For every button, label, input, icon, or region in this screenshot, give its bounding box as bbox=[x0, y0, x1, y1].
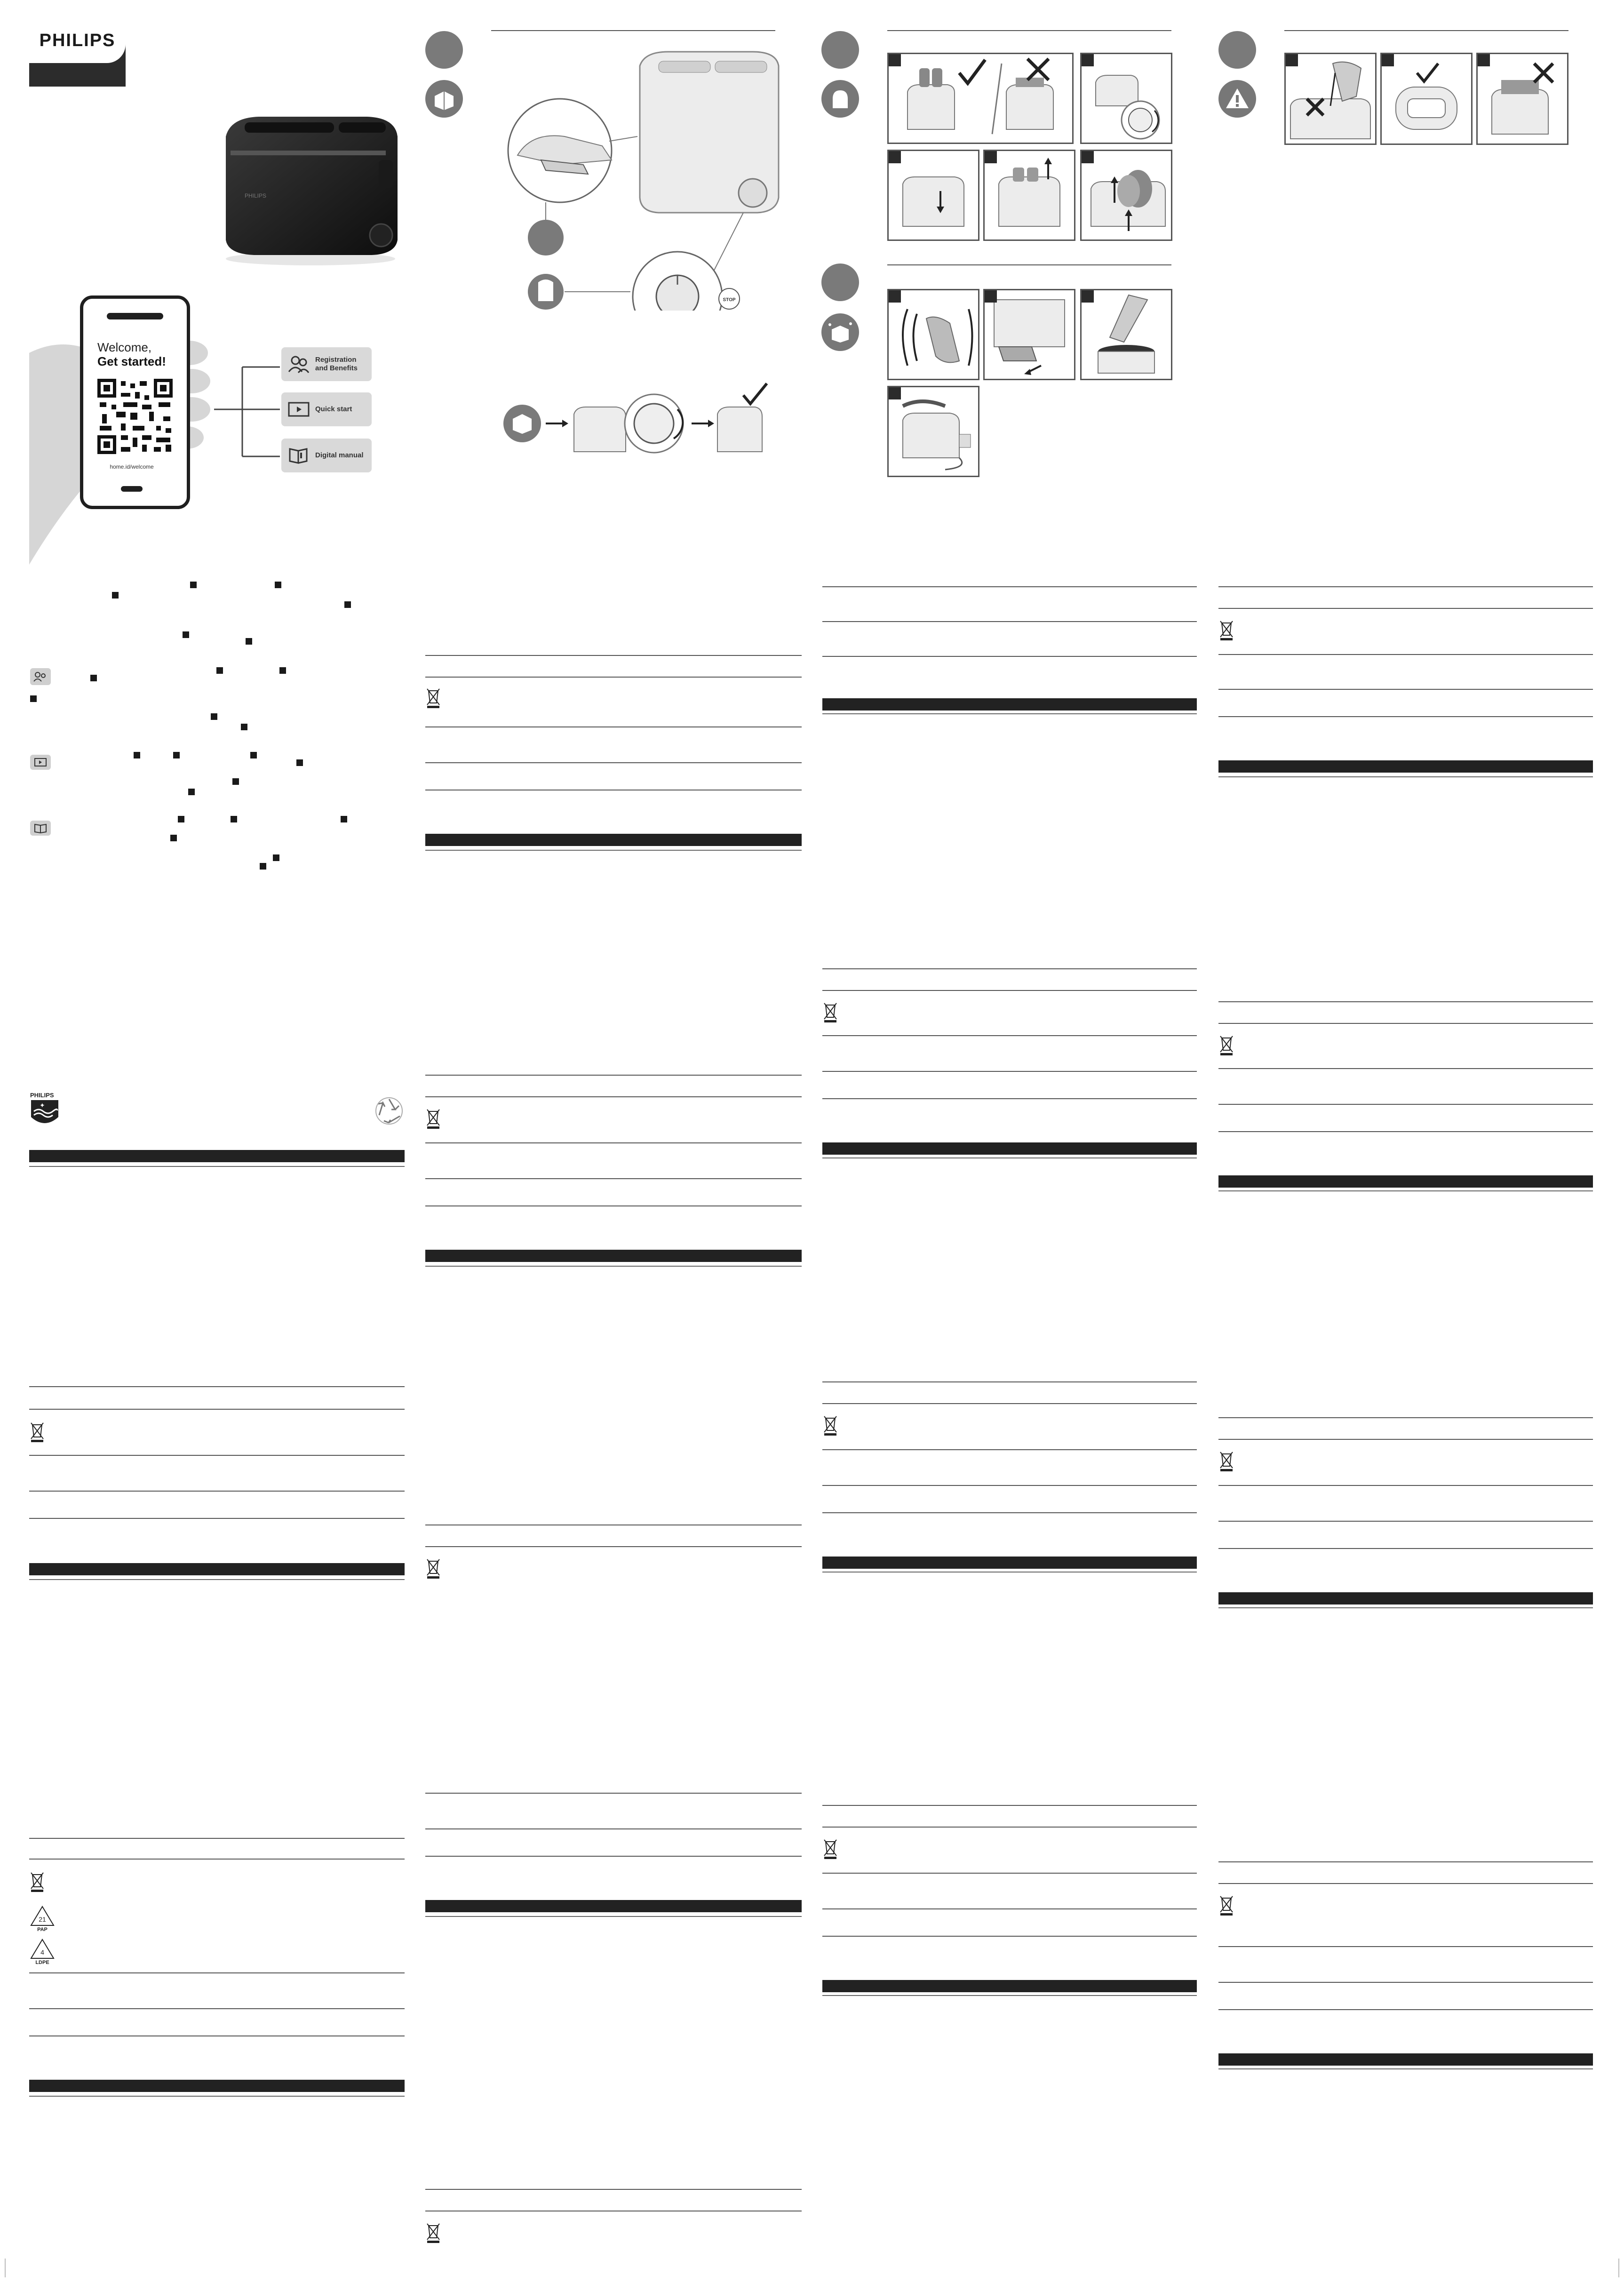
step-panel-bun-warmer bbox=[1080, 150, 1172, 241]
svg-text:4: 4 bbox=[40, 1948, 44, 1956]
section-rule bbox=[822, 1572, 1197, 1573]
divider bbox=[822, 1403, 1197, 1404]
divider bbox=[1218, 1023, 1593, 1024]
marker bbox=[279, 667, 286, 674]
marker bbox=[216, 667, 223, 674]
divider bbox=[29, 1518, 405, 1519]
people-icon bbox=[288, 355, 310, 374]
section-rule bbox=[29, 1166, 405, 1167]
divider bbox=[1218, 1417, 1593, 1418]
divider bbox=[1218, 654, 1593, 655]
marker bbox=[241, 724, 247, 730]
section-rule bbox=[425, 1916, 802, 1917]
step-number-box bbox=[889, 54, 901, 66]
section-rule bbox=[1218, 1190, 1593, 1191]
step-panel-crumb-tray bbox=[983, 289, 1075, 380]
divider bbox=[1218, 1104, 1593, 1105]
marker bbox=[190, 582, 197, 588]
divider bbox=[425, 1793, 802, 1794]
step-panel-toast-up bbox=[983, 150, 1075, 241]
marker bbox=[260, 863, 266, 870]
registration-label: Registration bbox=[315, 356, 357, 364]
divider bbox=[1218, 716, 1593, 717]
section-rule bbox=[822, 1995, 1197, 1996]
section-bar bbox=[1218, 1592, 1593, 1604]
section-rule bbox=[1218, 2068, 1593, 2069]
benefits-label: and Benefits bbox=[315, 364, 358, 372]
digital-manual-button[interactable] bbox=[281, 439, 372, 472]
divider bbox=[822, 1512, 1197, 1513]
divider bbox=[822, 1485, 1197, 1486]
marker bbox=[296, 759, 303, 766]
section-bar bbox=[425, 1250, 802, 1262]
section-rule bbox=[1218, 776, 1593, 777]
divider bbox=[1218, 1982, 1593, 1983]
step-number-box bbox=[1478, 54, 1490, 66]
step-panel-wipe bbox=[887, 289, 979, 380]
marker bbox=[211, 713, 217, 720]
svg-text:21: 21 bbox=[39, 1916, 46, 1923]
stop-label: STOP bbox=[723, 297, 736, 303]
philips-logo-tab bbox=[29, 18, 126, 87]
step-panel-lever-down bbox=[887, 150, 979, 241]
section-circle-1 bbox=[425, 31, 463, 69]
weee-bin-icon bbox=[823, 1001, 837, 1023]
step-number-box bbox=[985, 151, 997, 163]
step-panel-bread-check bbox=[887, 53, 1074, 144]
unbox-icon bbox=[425, 80, 463, 118]
marker bbox=[275, 582, 281, 588]
divider bbox=[29, 1972, 405, 1973]
toaster-product-image bbox=[216, 108, 405, 268]
divider bbox=[425, 1178, 802, 1179]
divider bbox=[425, 2189, 802, 2190]
step-number-box bbox=[985, 290, 997, 303]
recycle-ldpe-icon bbox=[29, 1938, 56, 1965]
section-rule bbox=[822, 1157, 1197, 1158]
warning-panel-no-cover bbox=[1476, 53, 1568, 145]
divider bbox=[425, 1205, 802, 1206]
divider bbox=[822, 1035, 1197, 1036]
divider bbox=[29, 1386, 405, 1387]
section-rule bbox=[425, 1266, 802, 1267]
section-bar bbox=[425, 834, 802, 846]
marker bbox=[250, 752, 257, 758]
section-circle-4 bbox=[1218, 31, 1256, 69]
divider bbox=[425, 1828, 802, 1829]
weee-bin-icon bbox=[426, 2222, 440, 2243]
weee-bin-icon bbox=[30, 1871, 44, 1892]
divider bbox=[29, 2008, 405, 2009]
divider bbox=[1218, 1068, 1593, 1069]
crop-mark bbox=[5, 2259, 6, 2277]
divider bbox=[29, 1409, 405, 1410]
quick-start-button[interactable] bbox=[281, 392, 372, 426]
weee-bin-icon bbox=[426, 1557, 440, 1579]
section-bar bbox=[822, 698, 1197, 710]
cleaning-icon bbox=[821, 313, 859, 351]
section-rule bbox=[425, 850, 802, 851]
divider bbox=[1218, 1485, 1593, 1486]
marker bbox=[90, 675, 97, 681]
divider bbox=[1218, 689, 1593, 690]
divider bbox=[1218, 1946, 1593, 1947]
menu-connector-lines bbox=[214, 362, 285, 471]
divider bbox=[1218, 608, 1593, 609]
welcome-text: Welcome, bbox=[97, 340, 152, 354]
marker bbox=[170, 835, 177, 841]
get-started-text: Get started! bbox=[97, 354, 166, 368]
section-rule bbox=[887, 264, 1171, 265]
section-bar bbox=[1218, 2053, 1593, 2066]
svg-text:✦: ✦ bbox=[40, 1102, 45, 1109]
marker bbox=[344, 601, 351, 608]
divider bbox=[29, 1838, 405, 1839]
book-small-icon bbox=[30, 821, 51, 836]
section-circle-2 bbox=[821, 31, 859, 69]
weee-bin-icon bbox=[823, 1414, 837, 1436]
divider bbox=[822, 1449, 1197, 1450]
svg-text:PHILIPS: PHILIPS bbox=[245, 192, 267, 199]
divider bbox=[1218, 1131, 1593, 1132]
divider bbox=[1218, 1861, 1593, 1862]
bread-icon bbox=[821, 80, 859, 118]
divider bbox=[822, 968, 1197, 969]
divider bbox=[425, 677, 802, 678]
marker bbox=[30, 695, 37, 702]
svg-text:LDPE: LDPE bbox=[35, 1960, 49, 1965]
section-rule bbox=[822, 713, 1197, 714]
crop-mark bbox=[1618, 2259, 1619, 2277]
divider bbox=[1218, 1439, 1593, 1440]
book-icon bbox=[288, 446, 310, 465]
divider bbox=[822, 621, 1197, 622]
section-circle-3 bbox=[821, 263, 859, 301]
divider bbox=[822, 1071, 1197, 1072]
marker bbox=[188, 789, 195, 795]
divider bbox=[29, 1455, 405, 1456]
divider bbox=[1218, 1548, 1593, 1549]
marker bbox=[341, 816, 347, 822]
toasting-sequence-diagram bbox=[499, 381, 772, 466]
section-bar bbox=[425, 1900, 802, 1912]
step-number-box bbox=[889, 387, 901, 399]
warning-panel-no-metal bbox=[1284, 53, 1377, 145]
divider bbox=[822, 656, 1197, 657]
section-bar bbox=[29, 1563, 405, 1575]
svg-text:PHILIPS: PHILIPS bbox=[30, 1092, 54, 1099]
divider bbox=[822, 1805, 1197, 1806]
marker bbox=[246, 638, 252, 645]
step-number-box bbox=[889, 290, 901, 303]
weee-bin-icon bbox=[1219, 1034, 1234, 1056]
weee-bin-icon bbox=[1219, 1450, 1234, 1472]
divider bbox=[1218, 1001, 1593, 1002]
marker bbox=[273, 854, 279, 861]
section-rule bbox=[1218, 1607, 1593, 1608]
step-panel-store-cord bbox=[887, 386, 979, 477]
step-panel-plug-dial bbox=[1080, 53, 1172, 144]
divider bbox=[1218, 1521, 1593, 1522]
divider bbox=[425, 1856, 802, 1857]
phone-mockup bbox=[80, 295, 190, 509]
video-small-icon bbox=[30, 755, 51, 770]
section-bar bbox=[1218, 1175, 1593, 1188]
svg-text:PAP: PAP bbox=[37, 1927, 48, 1931]
digital-manual-label: Digital manual bbox=[315, 451, 364, 459]
divider bbox=[1218, 1883, 1593, 1884]
step-number-box bbox=[1382, 54, 1394, 66]
marker bbox=[231, 816, 237, 822]
phone-speaker bbox=[107, 313, 163, 319]
divider bbox=[425, 1075, 802, 1076]
philips-shield-logo bbox=[29, 1091, 62, 1128]
recycle-icon bbox=[374, 1096, 404, 1126]
step-number-box bbox=[889, 151, 901, 163]
marker bbox=[178, 816, 184, 822]
divider bbox=[1218, 2009, 1593, 2010]
phone-home-button bbox=[121, 486, 143, 492]
divider bbox=[29, 1491, 405, 1492]
section-bar bbox=[29, 1150, 405, 1162]
step-number-box bbox=[1082, 151, 1094, 163]
registration-small-icon bbox=[30, 668, 51, 685]
welcome-url[interactable]: home.id/welcome bbox=[110, 463, 154, 470]
divider bbox=[1218, 586, 1593, 587]
divider bbox=[822, 990, 1197, 991]
divider bbox=[425, 762, 802, 763]
divider bbox=[425, 726, 802, 727]
weee-bin-icon bbox=[426, 1108, 440, 1129]
weee-bin-icon bbox=[1219, 619, 1234, 641]
divider bbox=[425, 1142, 802, 1143]
section-rule bbox=[887, 30, 1171, 31]
section-rule bbox=[491, 30, 775, 31]
section-bar bbox=[1218, 760, 1593, 773]
divider bbox=[29, 1859, 405, 1860]
divider bbox=[822, 1827, 1197, 1828]
qr-code[interactable] bbox=[97, 379, 173, 454]
divider bbox=[822, 1936, 1197, 1937]
recycle-pap-icon bbox=[29, 1905, 56, 1931]
divider bbox=[822, 586, 1197, 587]
weee-bin-icon bbox=[1219, 1894, 1234, 1916]
marker bbox=[183, 631, 189, 638]
section-rule bbox=[29, 1579, 405, 1580]
video-icon bbox=[288, 401, 310, 418]
section-bar bbox=[822, 1142, 1197, 1155]
divider bbox=[822, 1381, 1197, 1382]
weee-bin-icon bbox=[30, 1421, 44, 1443]
weee-bin-icon bbox=[426, 687, 440, 709]
section-rule bbox=[1284, 30, 1568, 31]
divider bbox=[822, 1908, 1197, 1909]
step-number-box bbox=[1286, 54, 1298, 66]
divider bbox=[425, 1546, 802, 1547]
step-panel-empty-tray bbox=[1080, 289, 1172, 380]
divider bbox=[425, 655, 802, 656]
philips-logo: PHILIPS bbox=[39, 30, 116, 50]
warning-icon bbox=[1218, 80, 1256, 118]
toaster-parts-diagram bbox=[489, 47, 790, 311]
quick-start-label: Quick start bbox=[315, 405, 352, 413]
divider bbox=[822, 1873, 1197, 1874]
step-number-box bbox=[1082, 290, 1094, 303]
weee-bin-icon bbox=[823, 1838, 837, 1860]
section-bar bbox=[29, 2080, 405, 2092]
divider bbox=[425, 1096, 802, 1097]
marker bbox=[112, 592, 119, 599]
warning-panel-top-view bbox=[1380, 53, 1473, 145]
registration-button[interactable] bbox=[281, 347, 372, 381]
marker bbox=[173, 752, 180, 758]
step-number-box bbox=[1082, 54, 1094, 66]
section-bar bbox=[822, 1980, 1197, 1992]
section-rule bbox=[29, 2096, 405, 2097]
marker bbox=[134, 752, 140, 758]
section-bar bbox=[822, 1557, 1197, 1569]
marker bbox=[232, 778, 239, 785]
divider bbox=[822, 1098, 1197, 1099]
